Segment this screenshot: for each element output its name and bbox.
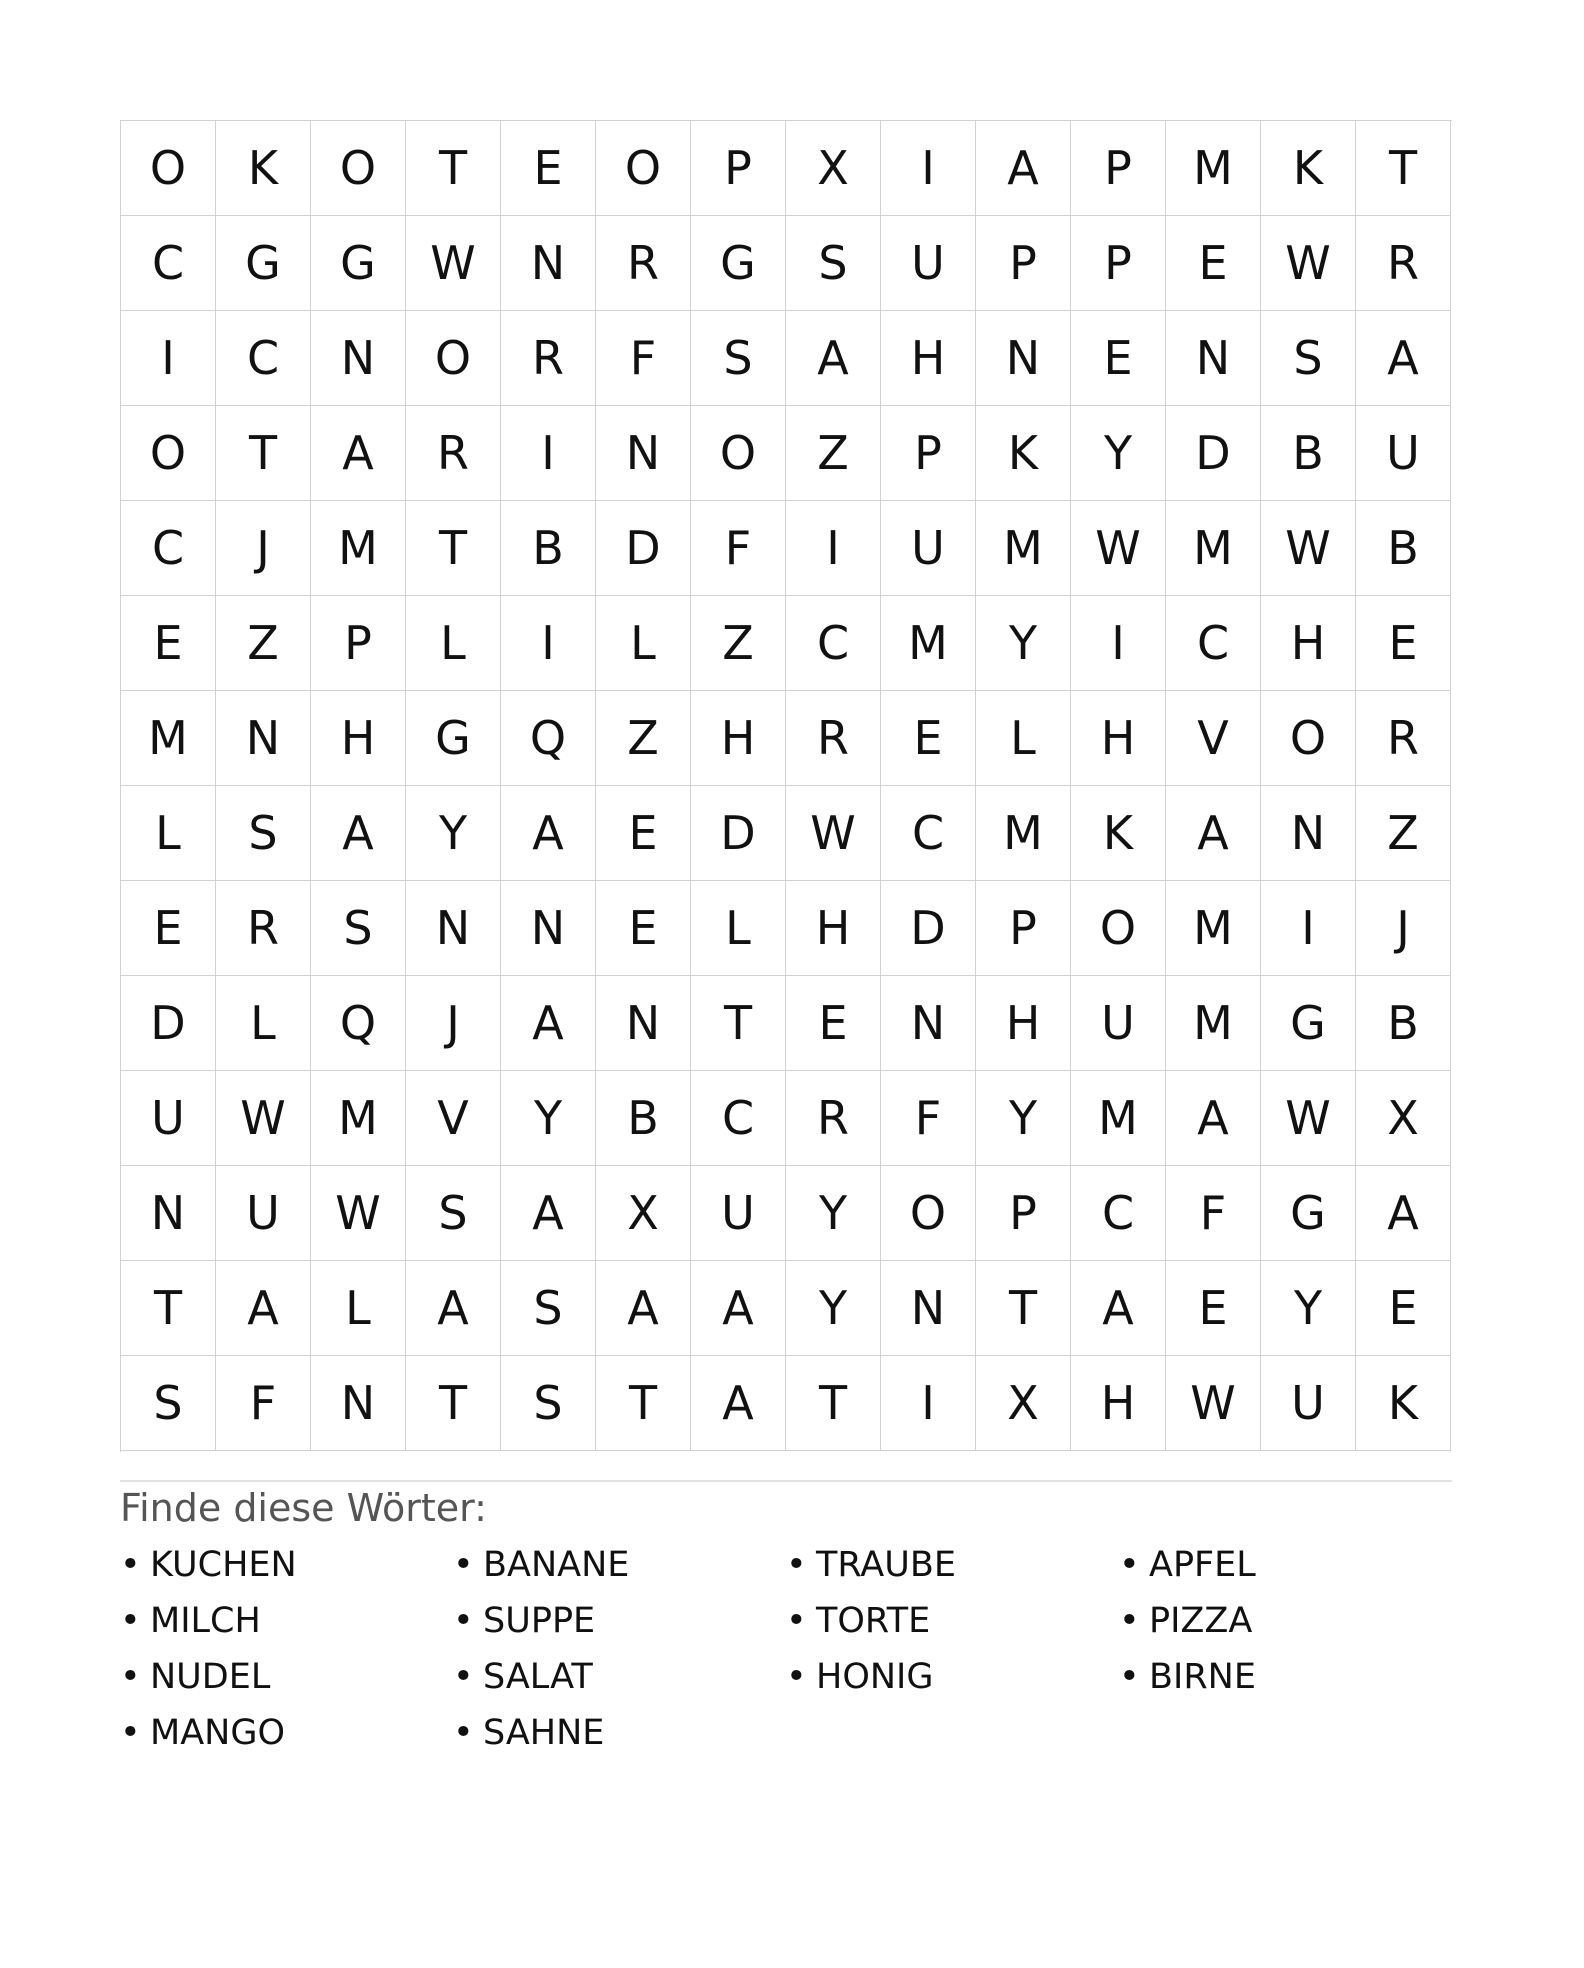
- grid-cell[interactable]: B: [1356, 501, 1451, 596]
- bullet-icon: •: [120, 1713, 141, 1753]
- word-label: TORTE: [816, 1601, 931, 1641]
- grid-cell[interactable]: G: [691, 216, 786, 311]
- grid-cell[interactable]: Y: [501, 1071, 596, 1166]
- word-label: NUDEL: [150, 1657, 271, 1697]
- grid-cell[interactable]: J: [1356, 881, 1451, 976]
- grid-cell[interactable]: D: [121, 976, 216, 1071]
- bullet-icon: •: [786, 1545, 807, 1585]
- grid-cell[interactable]: A: [1356, 311, 1451, 406]
- grid-cell[interactable]: S: [501, 1356, 596, 1451]
- grid-cell[interactable]: M: [1166, 121, 1261, 216]
- grid-cell[interactable]: U: [1261, 1356, 1356, 1451]
- grid-cell[interactable]: W: [311, 1166, 406, 1261]
- grid-cell[interactable]: Y: [1071, 406, 1166, 501]
- grid-cell[interactable]: E: [1166, 216, 1261, 311]
- grid-cell[interactable]: S: [501, 1261, 596, 1356]
- grid-cell[interactable]: A: [596, 1261, 691, 1356]
- grid-cell[interactable]: P: [881, 406, 976, 501]
- grid-cell[interactable]: O: [1261, 691, 1356, 786]
- grid-cell[interactable]: W: [786, 786, 881, 881]
- grid-cell[interactable]: N: [596, 406, 691, 501]
- grid-cell[interactable]: K: [1356, 1356, 1451, 1451]
- grid-cell[interactable]: C: [216, 311, 311, 406]
- grid-cell[interactable]: M: [311, 501, 406, 596]
- grid-cell[interactable]: R: [786, 691, 881, 786]
- grid-cell[interactable]: T: [216, 406, 311, 501]
- grid-cell[interactable]: U: [881, 501, 976, 596]
- grid-cell[interactable]: W: [1261, 216, 1356, 311]
- grid-cell[interactable]: I: [121, 311, 216, 406]
- grid-cell[interactable]: E: [596, 786, 691, 881]
- word-list: [120, 1542, 1452, 1766]
- bullet-icon: •: [453, 1545, 474, 1585]
- bullet-icon: •: [1119, 1657, 1140, 1697]
- grid-cell[interactable]: C: [121, 501, 216, 596]
- word-list-item: [453, 1710, 786, 1766]
- grid-cell[interactable]: A: [691, 1356, 786, 1451]
- grid-cell[interactable]: Y: [406, 786, 501, 881]
- grid-cell[interactable]: X: [976, 1356, 1071, 1451]
- grid-cell[interactable]: S: [216, 786, 311, 881]
- grid-cell[interactable]: G: [406, 691, 501, 786]
- grid-cell[interactable]: A: [1166, 1071, 1261, 1166]
- grid-cell[interactable]: Z: [216, 596, 311, 691]
- grid-cell[interactable]: A: [976, 121, 1071, 216]
- grid-cell[interactable]: J: [216, 501, 311, 596]
- grid-cell[interactable]: D: [881, 881, 976, 976]
- word-label: MANGO: [150, 1713, 285, 1753]
- grid-cell[interactable]: D: [691, 786, 786, 881]
- word-list-item: [1119, 1654, 1452, 1710]
- grid-cell[interactable]: U: [1356, 406, 1451, 501]
- grid-cell[interactable]: A: [501, 1166, 596, 1261]
- grid-cell[interactable]: I: [881, 121, 976, 216]
- grid-cell[interactable]: P: [691, 121, 786, 216]
- grid-cell[interactable]: L: [216, 976, 311, 1071]
- bullet-icon: •: [453, 1601, 474, 1641]
- grid-cell[interactable]: S: [691, 311, 786, 406]
- grid-cell[interactable]: O: [881, 1166, 976, 1261]
- bullet-icon: •: [120, 1657, 141, 1697]
- grid-cell[interactable]: E: [1071, 311, 1166, 406]
- grid-cell[interactable]: N: [501, 881, 596, 976]
- grid-cell[interactable]: Z: [596, 691, 691, 786]
- grid-cell[interactable]: I: [501, 406, 596, 501]
- word-list-item: [786, 1598, 1119, 1654]
- word-label: APFEL: [1149, 1545, 1256, 1585]
- grid-cell[interactable]: N: [1166, 311, 1261, 406]
- word-label: HONIG: [816, 1657, 934, 1697]
- grid-cell[interactable]: Z: [691, 596, 786, 691]
- word-label: KUCHEN: [150, 1545, 297, 1585]
- grid-cell[interactable]: G: [216, 216, 311, 311]
- grid-cell[interactable]: N: [311, 1356, 406, 1451]
- grid-cell[interactable]: A: [406, 1261, 501, 1356]
- word-label: PIZZA: [1149, 1601, 1253, 1641]
- grid-cell[interactable]: V: [1166, 691, 1261, 786]
- grid-cell[interactable]: X: [786, 121, 881, 216]
- grid-cell[interactable]: W: [1166, 1356, 1261, 1451]
- grid-cell[interactable]: S: [121, 1356, 216, 1451]
- grid-cell[interactable]: F: [216, 1356, 311, 1451]
- grid-cell[interactable]: C: [1071, 1166, 1166, 1261]
- grid-cell[interactable]: M: [1166, 501, 1261, 596]
- grid-cell[interactable]: K: [216, 121, 311, 216]
- word-list-item: [1119, 1542, 1452, 1598]
- word-list-item: [1119, 1598, 1452, 1654]
- grid-cell[interactable]: F: [1166, 1166, 1261, 1261]
- grid-cell[interactable]: C: [881, 786, 976, 881]
- grid-cell[interactable]: I: [881, 1356, 976, 1451]
- grid-cell[interactable]: R: [786, 1071, 881, 1166]
- bullet-icon: •: [120, 1601, 141, 1641]
- grid-cell[interactable]: P: [976, 1166, 1071, 1261]
- grid-cell[interactable]: K: [976, 406, 1071, 501]
- word-list-item: [786, 1654, 1119, 1710]
- grid-cell[interactable]: I: [1071, 596, 1166, 691]
- grid-cell[interactable]: A: [501, 976, 596, 1071]
- grid-cell[interactable]: N: [311, 311, 406, 406]
- grid-cell[interactable]: M: [1166, 881, 1261, 976]
- grid-cell[interactable]: Y: [786, 1166, 881, 1261]
- bullet-icon: •: [786, 1601, 807, 1641]
- word-list-item: [786, 1542, 1119, 1598]
- grid-cell[interactable]: E: [1356, 1261, 1451, 1356]
- grid-cell[interactable]: M: [881, 596, 976, 691]
- grid-cell[interactable]: R: [216, 881, 311, 976]
- grid-cell[interactable]: E: [121, 596, 216, 691]
- word-search-grid: [120, 120, 1452, 1452]
- word-label: SALAT: [483, 1657, 593, 1697]
- grid-cell[interactable]: T: [406, 121, 501, 216]
- grid-cell[interactable]: E: [786, 976, 881, 1071]
- bullet-icon: •: [786, 1657, 807, 1697]
- grid-cell[interactable]: P: [1071, 216, 1166, 311]
- grid-cell[interactable]: L: [406, 596, 501, 691]
- grid-cell[interactable]: H: [786, 881, 881, 976]
- grid-cell[interactable]: A: [786, 311, 881, 406]
- grid-cell[interactable]: L: [311, 1261, 406, 1356]
- grid-cell[interactable]: G: [1261, 1166, 1356, 1261]
- grid-cell[interactable]: Y: [976, 1071, 1071, 1166]
- grid-cell[interactable]: G: [311, 216, 406, 311]
- grid-cell[interactable]: N: [216, 691, 311, 786]
- grid-cell[interactable]: F: [881, 1071, 976, 1166]
- grid-cell[interactable]: A: [216, 1261, 311, 1356]
- grid-cell[interactable]: H: [691, 691, 786, 786]
- bullet-icon: •: [120, 1545, 141, 1585]
- bullet-icon: •: [1119, 1545, 1140, 1585]
- grid-cell[interactable]: T: [1356, 121, 1451, 216]
- bullet-icon: •: [1119, 1601, 1140, 1641]
- grid-cell[interactable]: Q: [501, 691, 596, 786]
- grid-cell[interactable]: M: [976, 501, 1071, 596]
- grid-cell[interactable]: T: [121, 1261, 216, 1356]
- grid-cell[interactable]: R: [1356, 691, 1451, 786]
- grid-cell[interactable]: T: [691, 976, 786, 1071]
- grid-cell[interactable]: V: [406, 1071, 501, 1166]
- grid-cell[interactable]: Y: [1261, 1261, 1356, 1356]
- grid-cell[interactable]: U: [1071, 976, 1166, 1071]
- grid-cell[interactable]: N: [881, 1261, 976, 1356]
- grid-cell[interactable]: P: [976, 216, 1071, 311]
- grid-cell[interactable]: K: [1071, 786, 1166, 881]
- grid-cell[interactable]: A: [1071, 1261, 1166, 1356]
- grid-cell[interactable]: L: [596, 596, 691, 691]
- grid-cell[interactable]: B: [1261, 406, 1356, 501]
- word-list-item: [120, 1598, 453, 1654]
- grid-cell[interactable]: H: [881, 311, 976, 406]
- grid-cell[interactable]: T: [406, 501, 501, 596]
- grid-cell[interactable]: B: [1356, 976, 1451, 1071]
- grid-cell[interactable]: E: [1166, 1261, 1261, 1356]
- grid-cell[interactable]: S: [311, 881, 406, 976]
- grid-cell[interactable]: L: [976, 691, 1071, 786]
- grid-cell[interactable]: C: [691, 1071, 786, 1166]
- grid-cell[interactable]: W: [1071, 501, 1166, 596]
- grid-cell[interactable]: B: [596, 1071, 691, 1166]
- grid-cell[interactable]: Y: [976, 596, 1071, 691]
- grid-cell[interactable]: M: [1166, 976, 1261, 1071]
- grid-cell[interactable]: N: [976, 311, 1071, 406]
- grid-cell[interactable]: P: [1071, 121, 1166, 216]
- grid-cell[interactable]: S: [1261, 311, 1356, 406]
- word-label: SUPPE: [483, 1601, 596, 1641]
- grid-cell[interactable]: P: [311, 596, 406, 691]
- grid-cell[interactable]: I: [501, 596, 596, 691]
- grid-cell[interactable]: H: [311, 691, 406, 786]
- grid-cell[interactable]: O: [311, 121, 406, 216]
- grid-cell[interactable]: T: [596, 1356, 691, 1451]
- grid-cell[interactable]: O: [691, 406, 786, 501]
- word-label: SAHNE: [483, 1713, 605, 1753]
- grid-cell[interactable]: M: [311, 1071, 406, 1166]
- grid-cell[interactable]: L: [691, 881, 786, 976]
- grid-cell[interactable]: E: [1356, 596, 1451, 691]
- grid-cell[interactable]: H: [1071, 691, 1166, 786]
- grid-cell[interactable]: D: [1166, 406, 1261, 501]
- grid-cell[interactable]: K: [1261, 121, 1356, 216]
- grid-cell[interactable]: W: [406, 216, 501, 311]
- grid-cell[interactable]: Z: [1356, 786, 1451, 881]
- grid-cell[interactable]: W: [1261, 1071, 1356, 1166]
- word-list-item: [120, 1542, 453, 1598]
- grid-cell[interactable]: T: [406, 1356, 501, 1451]
- word-label: BANANE: [483, 1545, 630, 1585]
- word-list-item: [453, 1598, 786, 1654]
- word-label: TRAUBE: [816, 1545, 956, 1585]
- grid-cell[interactable]: Q: [311, 976, 406, 1071]
- grid-cell[interactable]: R: [1356, 216, 1451, 311]
- grid-cell[interactable]: A: [311, 786, 406, 881]
- grid-cell[interactable]: A: [691, 1261, 786, 1356]
- grid-cell[interactable]: U: [216, 1166, 311, 1261]
- grid-cell[interactable]: R: [596, 216, 691, 311]
- grid-cell[interactable]: C: [1166, 596, 1261, 691]
- bullet-icon: •: [453, 1657, 474, 1697]
- grid-cell[interactable]: J: [406, 976, 501, 1071]
- grid-cell[interactable]: G: [1261, 976, 1356, 1071]
- grid-cell[interactable]: N: [121, 1166, 216, 1261]
- grid-cell[interactable]: F: [691, 501, 786, 596]
- grid-cell[interactable]: C: [786, 596, 881, 691]
- grid-cell[interactable]: W: [216, 1071, 311, 1166]
- grid-cell[interactable]: A: [311, 406, 406, 501]
- grid-cell[interactable]: L: [121, 786, 216, 881]
- grid-cell[interactable]: O: [1071, 881, 1166, 976]
- grid-cell[interactable]: B: [501, 501, 596, 596]
- grid-cell[interactable]: Y: [786, 1261, 881, 1356]
- grid-cell[interactable]: H: [976, 976, 1071, 1071]
- grid-cell[interactable]: N: [406, 881, 501, 976]
- grid-cell[interactable]: A: [1356, 1166, 1451, 1261]
- grid-cell[interactable]: Z: [786, 406, 881, 501]
- grid-cell[interactable]: I: [1261, 881, 1356, 976]
- grid-cell[interactable]: H: [1261, 596, 1356, 691]
- divider: [120, 1480, 1452, 1482]
- grid-cell[interactable]: E: [501, 121, 596, 216]
- word-list-item: [120, 1710, 453, 1766]
- grid-cell[interactable]: S: [406, 1166, 501, 1261]
- grid-cell[interactable]: C: [121, 216, 216, 311]
- word-label: MILCH: [150, 1601, 261, 1641]
- grid-cell[interactable]: A: [1166, 786, 1261, 881]
- word-label: BIRNE: [1149, 1657, 1256, 1697]
- bullet-icon: •: [453, 1713, 474, 1753]
- grid-cell[interactable]: P: [976, 881, 1071, 976]
- grid-cell[interactable]: O: [121, 406, 216, 501]
- grid-cell[interactable]: U: [691, 1166, 786, 1261]
- grid-cell[interactable]: W: [1261, 501, 1356, 596]
- word-list-item: [120, 1654, 453, 1710]
- grid-cell[interactable]: N: [1261, 786, 1356, 881]
- grid-cell[interactable]: R: [501, 311, 596, 406]
- grid-cell[interactable]: X: [1356, 1071, 1451, 1166]
- grid-cell[interactable]: F: [596, 311, 691, 406]
- grid-cell[interactable]: X: [596, 1166, 691, 1261]
- grid-cell[interactable]: U: [121, 1071, 216, 1166]
- grid-cell[interactable]: O: [406, 311, 501, 406]
- grid-cell[interactable]: O: [121, 121, 216, 216]
- grid-cell[interactable]: H: [1071, 1356, 1166, 1451]
- grid-cell[interactable]: N: [881, 976, 976, 1071]
- grid-cell[interactable]: M: [121, 691, 216, 786]
- grid-cell[interactable]: D: [596, 501, 691, 596]
- word-list-title: Finde diese Wörter:: [120, 1486, 487, 1530]
- grid-cell[interactable]: N: [596, 976, 691, 1071]
- grid-cell[interactable]: E: [121, 881, 216, 976]
- grid-cell[interactable]: M: [1071, 1071, 1166, 1166]
- grid-cell[interactable]: E: [881, 691, 976, 786]
- grid-cell[interactable]: E: [596, 881, 691, 976]
- grid-cell[interactable]: T: [786, 1356, 881, 1451]
- grid-cell[interactable]: U: [881, 216, 976, 311]
- grid-cell[interactable]: O: [596, 121, 691, 216]
- grid-cell[interactable]: M: [976, 786, 1071, 881]
- grid-cell[interactable]: R: [406, 406, 501, 501]
- grid-cell[interactable]: N: [501, 216, 596, 311]
- grid-cell[interactable]: T: [976, 1261, 1071, 1356]
- grid-cell[interactable]: A: [501, 786, 596, 881]
- grid-cell[interactable]: I: [786, 501, 881, 596]
- word-list-item: [453, 1654, 786, 1710]
- grid-cell[interactable]: S: [786, 216, 881, 311]
- word-list-item: [453, 1542, 786, 1598]
